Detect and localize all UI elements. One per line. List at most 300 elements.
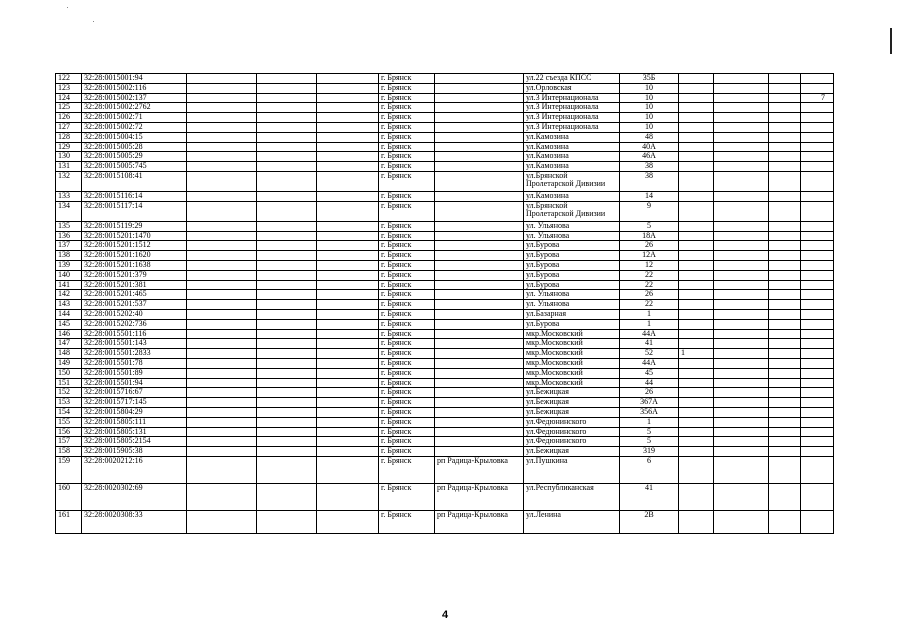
registry-body (56, 74, 834, 534)
city-cell: г. Брянск (379, 427, 435, 437)
cadastral-number-cell: 32:28:0015002:137 (82, 93, 187, 103)
extra-cell (801, 510, 834, 533)
empty-cell (187, 241, 257, 251)
cadastral-number-cell: 32:28:0015002:116 (82, 83, 187, 93)
settlement-cell (435, 122, 524, 132)
empty-cell (187, 483, 257, 510)
empty-cell (187, 510, 257, 533)
table-row (56, 290, 834, 300)
settlement-cell (435, 329, 524, 339)
empty-cell (187, 113, 257, 123)
city-cell: г. Брянск (379, 368, 435, 378)
city-cell: г. Брянск (379, 319, 435, 329)
extra-cell (801, 122, 834, 132)
extra-cell (714, 221, 769, 231)
extra-cell (714, 83, 769, 93)
extra-cell (714, 201, 769, 221)
extra-cell (679, 122, 714, 132)
house-number-cell: 12 (620, 260, 679, 270)
empty-cell (257, 510, 317, 533)
table-row (56, 407, 834, 417)
table-row (56, 437, 834, 447)
table-row (56, 241, 834, 251)
table-row (56, 349, 834, 359)
cadastral-number-cell: 32:28:0015717:145 (82, 398, 187, 408)
street-cell: ул.3 Интернационала (524, 113, 620, 123)
street-cell: ул.3 Интернационала (524, 122, 620, 132)
empty-cell (257, 417, 317, 427)
table-row (56, 260, 834, 270)
empty-cell (187, 152, 257, 162)
empty-cell (257, 339, 317, 349)
settlement-cell (435, 241, 524, 251)
row-number-cell: 161 (56, 510, 82, 533)
extra-cell (801, 152, 834, 162)
house-number-cell: 26 (620, 388, 679, 398)
empty-cell (317, 103, 379, 113)
cadastral-number-cell: 32:28:0015117:14 (82, 201, 187, 221)
extra-cell (801, 83, 834, 93)
street-cell: ул.Бурова (524, 251, 620, 261)
cadastral-number-cell: 32:28:0015108:41 (82, 171, 187, 191)
extra-cell (801, 74, 834, 84)
table-row (56, 74, 834, 84)
extra-cell (714, 398, 769, 408)
extra-cell (714, 122, 769, 132)
cadastral-number-cell: 32:28:0015116:14 (82, 191, 187, 201)
empty-cell (187, 319, 257, 329)
house-number-cell: 319 (620, 447, 679, 457)
extra-cell (801, 300, 834, 310)
extra-cell (801, 113, 834, 123)
city-cell: г. Брянск (379, 447, 435, 457)
row-number-cell: 147 (56, 339, 82, 349)
empty-cell (317, 280, 379, 290)
extra-cell (714, 171, 769, 191)
extra-cell (714, 510, 769, 533)
house-number-cell: 48 (620, 132, 679, 142)
street-cell: ул. Ульянова (524, 221, 620, 231)
extra-cell (801, 339, 834, 349)
table-row (56, 417, 834, 427)
street-cell: ул.Федюнинского (524, 427, 620, 437)
house-number-cell: 44А (620, 358, 679, 368)
street-cell: ул.Бежицкая (524, 398, 620, 408)
extra-cell (714, 241, 769, 251)
empty-cell (317, 309, 379, 319)
extra-cell (679, 378, 714, 388)
extra-cell (679, 398, 714, 408)
scan-speck (93, 21, 94, 22)
settlement-cell: рп Радица-Крыловка (435, 456, 524, 483)
extra-cell (769, 427, 801, 437)
scan-speck (67, 7, 68, 8)
extra-cell (801, 483, 834, 510)
extra-cell (714, 260, 769, 270)
empty-cell (317, 290, 379, 300)
extra-cell (801, 309, 834, 319)
extra-cell (679, 483, 714, 510)
table-row (56, 378, 834, 388)
house-number-cell: 35Б (620, 74, 679, 84)
extra-cell (714, 427, 769, 437)
city-cell: г. Брянск (379, 191, 435, 201)
extra-cell (769, 251, 801, 261)
city-cell: г. Брянск (379, 290, 435, 300)
cadastral-number-cell: 32:28:0015202:736 (82, 319, 187, 329)
empty-cell (257, 103, 317, 113)
extra-cell (769, 378, 801, 388)
empty-cell (317, 358, 379, 368)
empty-cell (257, 368, 317, 378)
extra-cell (714, 142, 769, 152)
extra-cell (679, 329, 714, 339)
house-number-cell: 1 (620, 417, 679, 427)
cadastral-number-cell: 32:28:0015201:465 (82, 290, 187, 300)
settlement-cell (435, 368, 524, 378)
row-number-cell: 157 (56, 437, 82, 447)
row-number-cell: 160 (56, 483, 82, 510)
table-row (56, 162, 834, 172)
registry-table (55, 73, 834, 534)
settlement-cell (435, 191, 524, 201)
empty-cell (317, 74, 379, 84)
extra-cell (714, 378, 769, 388)
street-cell: ул.Федюнинского (524, 417, 620, 427)
city-cell: г. Брянск (379, 329, 435, 339)
extra-cell (679, 456, 714, 483)
empty-cell (187, 447, 257, 457)
extra-cell (679, 260, 714, 270)
street-cell: мкр.Московский (524, 358, 620, 368)
empty-cell (317, 456, 379, 483)
settlement-cell (435, 113, 524, 123)
extra-cell (801, 290, 834, 300)
empty-cell (257, 241, 317, 251)
extra-cell (714, 162, 769, 172)
empty-cell (317, 142, 379, 152)
settlement-cell (435, 358, 524, 368)
city-cell: г. Брянск (379, 83, 435, 93)
empty-cell (317, 191, 379, 201)
cadastral-number-cell: 32:28:0015005:29 (82, 152, 187, 162)
empty-cell (317, 417, 379, 427)
extra-cell (714, 319, 769, 329)
row-number-cell: 134 (56, 201, 82, 221)
cadastral-number-cell: 32:28:0015501:94 (82, 378, 187, 388)
extra-cell (801, 437, 834, 447)
empty-cell (317, 349, 379, 359)
empty-cell (257, 456, 317, 483)
cadastral-number-cell: 32:28:0015905:38 (82, 447, 187, 457)
empty-cell (257, 378, 317, 388)
extra-cell (714, 368, 769, 378)
extra-cell (769, 300, 801, 310)
extra-cell (801, 427, 834, 437)
extra-cell (714, 251, 769, 261)
extra-cell (714, 407, 769, 417)
extra-cell (801, 280, 834, 290)
row-number-cell: 131 (56, 162, 82, 172)
settlement-cell (435, 398, 524, 408)
house-number-cell: 41 (620, 483, 679, 510)
extra-cell (714, 483, 769, 510)
empty-cell (257, 483, 317, 510)
table-row (56, 142, 834, 152)
settlement-cell (435, 93, 524, 103)
extra-cell (679, 132, 714, 142)
scan-edge-mark (890, 28, 892, 54)
cadastral-number-cell: 32:28:0015501:78 (82, 358, 187, 368)
empty-cell (257, 260, 317, 270)
extra-cell (769, 260, 801, 270)
table-row (56, 398, 834, 408)
table-row (56, 447, 834, 457)
row-number-cell: 151 (56, 378, 82, 388)
empty-cell (257, 398, 317, 408)
empty-cell (317, 329, 379, 339)
extra-cell (769, 162, 801, 172)
empty-cell (187, 162, 257, 172)
city-cell: г. Брянск (379, 113, 435, 123)
city-cell: г. Брянск (379, 388, 435, 398)
extra-cell (679, 231, 714, 241)
settlement-cell (435, 378, 524, 388)
extra-cell (679, 83, 714, 93)
empty-cell (187, 398, 257, 408)
extra-cell (679, 309, 714, 319)
extra-cell (801, 368, 834, 378)
table-row (56, 191, 834, 201)
extra-cell (714, 280, 769, 290)
extra-cell (769, 447, 801, 457)
settlement-cell (435, 309, 524, 319)
street-cell: ул.3 Интернационала (524, 93, 620, 103)
extra-cell (769, 132, 801, 142)
cadastral-number-cell: 32:28:0015005:28 (82, 142, 187, 152)
table-row (56, 152, 834, 162)
house-number-cell: 26 (620, 290, 679, 300)
empty-cell (317, 162, 379, 172)
empty-cell (187, 358, 257, 368)
extra-cell (769, 456, 801, 483)
table-row (56, 483, 834, 510)
empty-cell (187, 349, 257, 359)
street-cell: ул.22 съезда КПСС (524, 74, 620, 84)
extra-cell (801, 447, 834, 457)
empty-cell (257, 122, 317, 132)
row-number-cell: 122 (56, 74, 82, 84)
extra-cell (714, 388, 769, 398)
extra-cell (769, 152, 801, 162)
settlement-cell (435, 319, 524, 329)
settlement-cell (435, 407, 524, 417)
empty-cell (257, 290, 317, 300)
extra-cell (679, 103, 714, 113)
extra-cell: 7 (801, 93, 834, 103)
extra-cell (679, 358, 714, 368)
extra-cell (769, 349, 801, 359)
row-number-cell: 136 (56, 231, 82, 241)
street-cell: ул.Базарная (524, 309, 620, 319)
empty-cell (317, 152, 379, 162)
city-cell: г. Брянск (379, 309, 435, 319)
cadastral-number-cell: 32:28:0015201:1620 (82, 251, 187, 261)
empty-cell (187, 231, 257, 241)
row-number-cell: 139 (56, 260, 82, 270)
settlement-cell (435, 280, 524, 290)
extra-cell (679, 221, 714, 231)
empty-cell (257, 191, 317, 201)
row-number-cell: 128 (56, 132, 82, 142)
extra-cell (714, 300, 769, 310)
table-row (56, 309, 834, 319)
cadastral-number-cell: 32:28:0015202:40 (82, 309, 187, 319)
settlement-cell (435, 437, 524, 447)
street-cell: ул.Бежицкая (524, 407, 620, 417)
city-cell: г. Брянск (379, 221, 435, 231)
empty-cell (257, 270, 317, 280)
empty-cell (317, 241, 379, 251)
extra-cell (769, 483, 801, 510)
settlement-cell (435, 83, 524, 93)
extra-cell (679, 113, 714, 123)
empty-cell (317, 231, 379, 241)
street-cell: мкр.Московский (524, 378, 620, 388)
extra-cell (769, 93, 801, 103)
cadastral-number-cell: 32:28:0015004:15 (82, 132, 187, 142)
settlement-cell (435, 251, 524, 261)
settlement-cell: рп Радица-Крыловка (435, 510, 524, 533)
empty-cell (317, 339, 379, 349)
empty-cell (187, 260, 257, 270)
extra-cell (769, 290, 801, 300)
extra-cell (801, 329, 834, 339)
extra-cell (801, 260, 834, 270)
city-cell: г. Брянск (379, 251, 435, 261)
extra-cell (801, 378, 834, 388)
city-cell: г. Брянск (379, 456, 435, 483)
street-cell: ул.Бежицкая (524, 447, 620, 457)
empty-cell (187, 74, 257, 84)
extra-cell (679, 510, 714, 533)
house-number-cell: 22 (620, 270, 679, 280)
settlement-cell (435, 201, 524, 221)
empty-cell (317, 270, 379, 280)
table-row (56, 456, 834, 483)
table-row (56, 358, 834, 368)
row-number-cell: 152 (56, 388, 82, 398)
house-number-cell: 40А (620, 142, 679, 152)
empty-cell (187, 407, 257, 417)
city-cell: г. Брянск (379, 260, 435, 270)
street-cell: ул.Федюнинского (524, 437, 620, 447)
street-cell: ул. Ульянова (524, 300, 620, 310)
extra-cell (714, 152, 769, 162)
empty-cell (187, 437, 257, 447)
empty-cell (317, 368, 379, 378)
table-row (56, 103, 834, 113)
empty-cell (187, 142, 257, 152)
row-number-cell: 153 (56, 398, 82, 408)
extra-cell (769, 74, 801, 84)
settlement-cell (435, 152, 524, 162)
empty-cell (317, 427, 379, 437)
extra-cell (679, 407, 714, 417)
table-row (56, 201, 834, 221)
city-cell: г. Брянск (379, 241, 435, 251)
row-number-cell: 130 (56, 152, 82, 162)
house-number-cell: 41 (620, 339, 679, 349)
empty-cell (187, 103, 257, 113)
row-number-cell: 154 (56, 407, 82, 417)
empty-cell (317, 398, 379, 408)
city-cell: г. Брянск (379, 483, 435, 510)
house-number-cell: 38 (620, 171, 679, 191)
street-cell: ул.Брянской Пролетарской Дивизии (524, 171, 620, 191)
street-cell: ул.Бурова (524, 241, 620, 251)
house-number-cell: 356А (620, 407, 679, 417)
empty-cell (187, 427, 257, 437)
row-number-cell: 158 (56, 447, 82, 457)
settlement-cell (435, 447, 524, 457)
settlement-cell (435, 300, 524, 310)
row-number-cell: 141 (56, 280, 82, 290)
extra-cell (714, 191, 769, 201)
empty-cell (187, 378, 257, 388)
settlement-cell: рп Радица-Крыловка (435, 483, 524, 510)
house-number-cell: 46А (620, 152, 679, 162)
extra-cell (769, 398, 801, 408)
extra-cell (801, 319, 834, 329)
house-number-cell: 9 (620, 201, 679, 221)
extra-cell (714, 103, 769, 113)
empty-cell (187, 221, 257, 231)
house-number-cell: 10 (620, 93, 679, 103)
house-number-cell: 5 (620, 437, 679, 447)
extra-cell (679, 447, 714, 457)
extra-cell (801, 270, 834, 280)
city-cell: г. Брянск (379, 378, 435, 388)
city-cell: г. Брянск (379, 358, 435, 368)
extra-cell (714, 290, 769, 300)
extra-cell (679, 290, 714, 300)
cadastral-number-cell: 32:28:0015716:67 (82, 388, 187, 398)
street-cell: ул.3 Интернационала (524, 103, 620, 113)
empty-cell (257, 309, 317, 319)
row-number-cell: 140 (56, 270, 82, 280)
empty-cell (317, 122, 379, 132)
empty-cell (187, 270, 257, 280)
cadastral-number-cell: 32:28:0015005:745 (82, 162, 187, 172)
settlement-cell (435, 270, 524, 280)
extra-cell (801, 231, 834, 241)
extra-cell (714, 447, 769, 457)
extra-cell (801, 358, 834, 368)
cadastral-number-cell: 32:28:0015501:89 (82, 368, 187, 378)
empty-cell (187, 456, 257, 483)
empty-cell (257, 83, 317, 93)
row-number-cell: 132 (56, 171, 82, 191)
house-number-cell: 44А (620, 329, 679, 339)
empty-cell (257, 221, 317, 231)
empty-cell (317, 447, 379, 457)
extra-cell (679, 388, 714, 398)
cadastral-number-cell: 32:28:0015001:94 (82, 74, 187, 84)
house-number-cell: 44 (620, 378, 679, 388)
house-number-cell: 22 (620, 280, 679, 290)
house-number-cell: 12А (620, 251, 679, 261)
